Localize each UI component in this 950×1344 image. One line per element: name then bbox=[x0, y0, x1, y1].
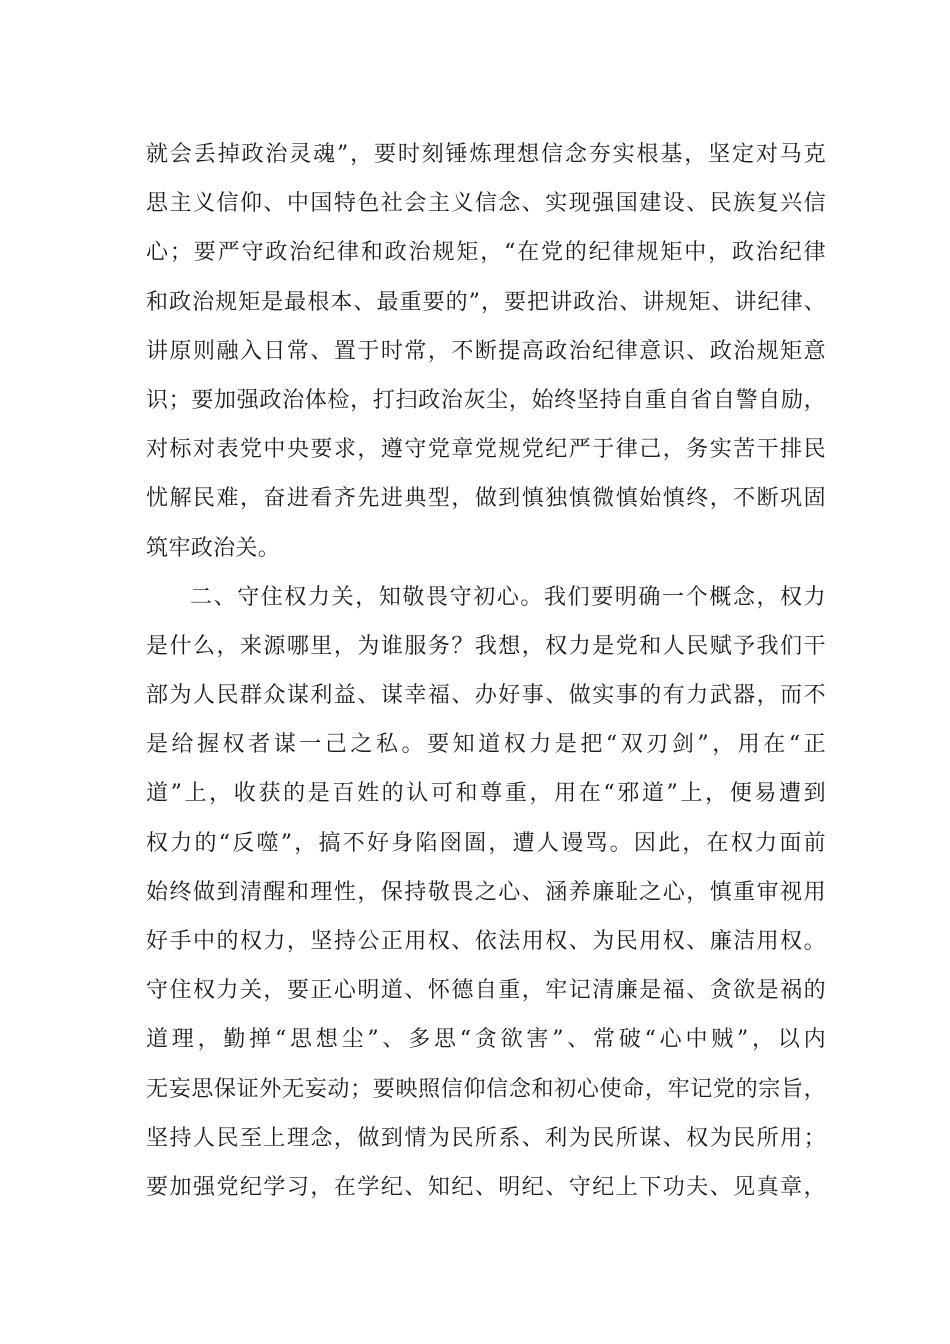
text-line: 对标对表党中央要求，遵守党章党规党纪严于律己，务实苦干排民 bbox=[146, 437, 826, 463]
text-line: 就会丢掉政治灵魂”，要时刻锤炼理想信念夯实根基，坚定对马克 bbox=[146, 142, 826, 167]
text-line: 讲原则融入日常、置于时常，不断提高政治纪律意识、政治规矩意 bbox=[146, 338, 826, 364]
section-heading-line: 二、守住权力关，知敬畏守初心。我们要明确一个概念，权力 bbox=[190, 584, 826, 610]
text-line: 心；要严守政治纪律和政治规矩，“在党的纪律规矩中，政治纪律 bbox=[146, 240, 826, 266]
text-line: 忧解民难，奋进看齐先进典型，做到慎独慎微慎始慎终，不断巩固 bbox=[146, 486, 826, 512]
text-line: 和政治规矩是最根本、最重要的”，要把讲政治、讲规矩、讲纪律、 bbox=[146, 289, 826, 315]
text-line: 好手中的权力，坚持公正用权、依法用权、为民用权、廉洁用权。 bbox=[146, 929, 826, 954]
text-line: 守住权力关，要正心明道、怀德自重，牢记清廉是福、贪欲是祸的 bbox=[146, 978, 826, 1004]
text-line: 思主义信仰、中国特色社会主义信念、实现强国建设、民族复兴信 bbox=[146, 191, 826, 217]
text-line: 要加强党纪学习，在学纪、知纪、明纪、守纪上下功夫、见真章， bbox=[146, 1174, 826, 1200]
text-line: 部为人民群众谋利益、谋幸福、办好事、做实事的有力武器，而不 bbox=[146, 683, 826, 709]
body-text bbox=[146, 130, 826, 1212]
text-line: 是什么，来源哪里，为谁服务？我想，权力是党和人民赋予我们干 bbox=[146, 633, 826, 659]
text-line: 是给握权者谋一己之私。要知道权力是把“双刃剑”，用在“正 bbox=[146, 732, 826, 758]
paragraph-end-line: 筑牢政治关。 bbox=[146, 535, 281, 561]
text-line: 始终做到清醒和理性，保持敬畏之心、涵养廉耻之心，慎重审视用 bbox=[146, 879, 826, 905]
text-line: 无妄思保证外无妄动；要映照信仰信念和初心使命，牢记党的宗旨， bbox=[146, 1076, 826, 1102]
text-line: 坚持人民至上理念，做到情为民所系、利为民所谋、权为民所用； bbox=[146, 1125, 826, 1151]
text-line: 道理，勤掸“思想尘”、多思“贪欲害”、常破“心中贼”，以内 bbox=[146, 1027, 826, 1053]
text-line: 权力的“反噬”，搞不好身陷囹圄，遭人谩骂。因此，在权力面前 bbox=[146, 830, 826, 856]
text-line: 道”上，收获的是百姓的认可和尊重，用在“邪道”上，便易遭到 bbox=[146, 781, 826, 807]
text-line: 识；要加强政治体检，打扫政治灰尘，始终坚持自重自省自警自励， bbox=[146, 387, 826, 413]
